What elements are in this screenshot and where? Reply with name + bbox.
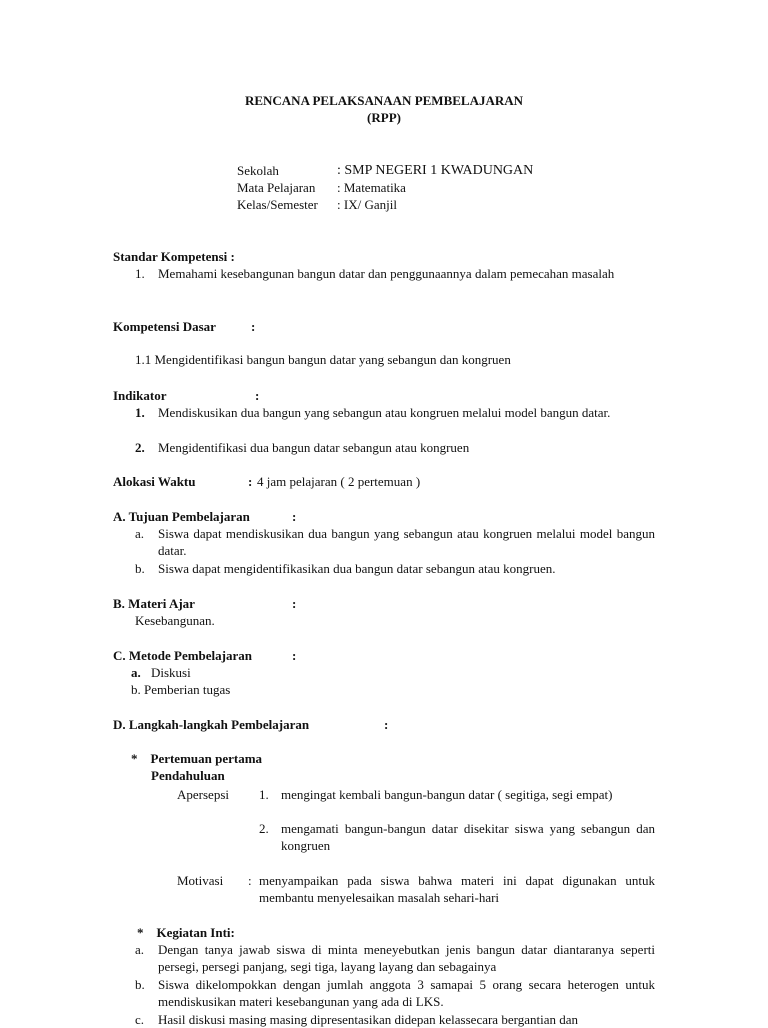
materi-colon: : (292, 596, 297, 611)
tujuan-item-b-text: Siswa dapat mengidentifikasikan dua bangun datar sebangun atau kongruen. (158, 561, 556, 576)
apersepsi-item-2-text: mengamati bangun-bangun datar disekitar siswa yang sebangun dan kongruen (281, 821, 655, 853)
identity-value-class: : IX/ Ganjil (337, 197, 397, 212)
inti-heading: * Kegiatan Inti: (137, 925, 235, 940)
indikator-item-2-text: Mengidentifikasi dua bangun datar sebangun atau kongruen (158, 440, 470, 455)
indikator-heading: Indikator (113, 388, 167, 403)
inti-item-b-text: Siswa dikelompokkan dengan jumlah anggota 3 samapai 5 orang secara heterogen untuk mendiskusikan materi kesebangunan yang ada di LKS. (158, 977, 655, 1009)
inti-item-a-num: a. (135, 942, 145, 957)
kompetensi-colon: : (251, 319, 256, 334)
tujuan-item-a-num: a. (135, 526, 145, 541)
motivasi-colon: : (248, 873, 252, 888)
standar-heading: Standar Kompetensi : (113, 249, 235, 264)
apersepsi-item-2-num: 2. (259, 821, 269, 836)
alokasi-colon: : (248, 474, 253, 489)
identity-label-subject: Mata Pelajaran (237, 180, 316, 195)
metode-item-a-num: a. (131, 665, 141, 680)
identity-value-subject: : Matematika (337, 180, 406, 195)
indikator-item-2-num: 2. (135, 440, 145, 455)
indikator-item-1-num: 1. (135, 405, 145, 420)
langkah-colon: : (384, 717, 389, 732)
metode-heading: C. Metode Pembelajaran (113, 648, 252, 663)
materi-heading: B. Materi Ajar (113, 596, 195, 611)
standar-item-text: Memahami kesebangunan bangun datar dan penggunaannya dalam pemecahan masalah (158, 266, 615, 281)
apersepsi-label: Apersepsi (177, 787, 229, 802)
identity-label-class: Kelas/Semester (237, 197, 318, 212)
title-line-1: RENCANA PELAKSANAAN PEMBELAJARAN (244, 93, 524, 108)
motivasi-label: Motivasi (177, 873, 224, 888)
apersepsi-item-1-text: mengingat kembali bangun-bangun datar ( segitiga, segi empat) (281, 787, 613, 802)
motivasi-text: menyampaikan pada siswa bahwa materi ini dapat digunakan untuk membantu menyelesaikan masalah sehari-hari (259, 873, 655, 905)
tujuan-heading: A. Tujuan Pembelajaran (113, 509, 250, 524)
metode-item-a-text: Diskusi (151, 665, 191, 680)
apersepsi-item-1-num: 1. (259, 787, 269, 802)
indikator-colon: : (255, 388, 260, 403)
materi-value: Kesebangunan. (135, 613, 215, 628)
indikator-item-1-text: Mendiskusikan dua bangun yang sebangun atau kongruen melalui model bangun datar. (158, 405, 611, 420)
tujuan-item-a-text: Siswa dapat mendiskusikan dua bangun yang sebangun atau kongruen melalui model bangun datar. (158, 526, 655, 558)
pertemuan-heading: * Pertemuan pertama (131, 751, 263, 766)
inti-item-c-num: c. (135, 1012, 145, 1027)
kompetensi-item: 1.1 Mengidentifikasi bangun bangun datar yang sebangun dan kongruen (135, 352, 511, 367)
inti-item-c-text: Hasil diskusi masing masing dipresentasikan didepan kelassecara bergantian dan (158, 1012, 578, 1027)
identity-value-school: : SMP NEGERI 1 KWADUNGAN (337, 163, 534, 178)
alokasi-value: 4 jam pelajaran ( 2 pertemuan ) (257, 474, 421, 489)
inti-item-b-num: b. (135, 977, 145, 992)
inti-item-a-text: Dengan tanya jawab siswa di minta meneyebutkan jenis bangun datar diantaranya seperti persegi, persegi panjang, segi tiga, layang layang dan sebagainya (158, 942, 655, 974)
metode-item-b-text: b. Pemberian tugas (131, 682, 231, 697)
alokasi-heading: Alokasi Waktu (113, 474, 196, 489)
kompetensi-heading: Kompetensi Dasar (113, 319, 216, 334)
tujuan-colon: : (292, 509, 297, 524)
metode-colon: : (292, 648, 297, 663)
pendahuluan-heading: Pendahuluan (151, 768, 225, 783)
title-line-2: (RPP) (367, 110, 401, 125)
standar-item-num: 1. (135, 266, 145, 281)
identity-label-school: Sekolah (237, 163, 279, 178)
tujuan-item-b-num: b. (135, 561, 145, 576)
langkah-heading: D. Langkah-langkah Pembelajaran (113, 717, 310, 732)
